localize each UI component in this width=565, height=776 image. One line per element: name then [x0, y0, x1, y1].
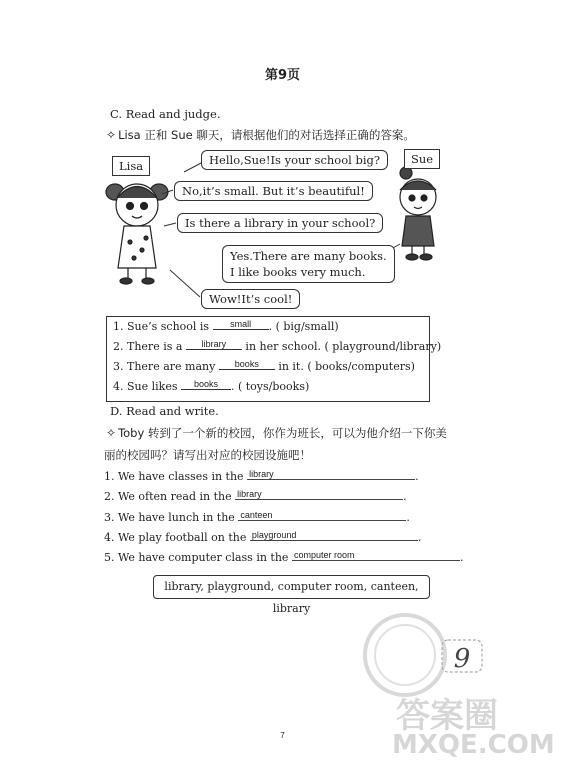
word-bank: library, playground, computer room, canteen, library	[153, 575, 430, 599]
answer-blank[interactable]: library	[247, 469, 415, 480]
speech-bubble-4-line-2: I like books very much.	[230, 265, 366, 279]
question-1	[113, 320, 339, 333]
question-3	[113, 360, 415, 373]
answer-blank[interactable]: library	[186, 339, 242, 350]
sentence-number: 1.	[104, 470, 115, 483]
speech-bubble-4	[222, 245, 395, 283]
lisa-name-label: Lisa	[112, 156, 150, 176]
star-icon: ✧	[106, 128, 117, 142]
watermark-logo-text: 答案圈	[396, 696, 498, 736]
watermark-seal-icon	[355, 610, 455, 700]
question-options: in it. ( books/computers)	[278, 360, 415, 373]
answer-blank[interactable]: playground	[250, 530, 418, 541]
page-title: 第9页	[264, 68, 301, 83]
lisa-character-icon	[106, 184, 168, 284]
speech-bubble-2: No,it’s small. But it’s beautiful!	[174, 181, 373, 201]
svg-text:9: 9	[453, 644, 471, 674]
question-4	[113, 380, 309, 393]
sue-character-icon	[400, 167, 436, 260]
answer-blank[interactable]: books	[181, 379, 231, 390]
sentence-end: .	[459, 551, 464, 564]
sentence-text: We have computer class in the	[118, 551, 289, 564]
question-text: Sue likes	[127, 380, 178, 393]
question-options: in her school. ( playground/library)	[245, 340, 442, 353]
question-2	[113, 340, 441, 353]
section-d-instruction-line-1: Toby 转到了一个新的校园，你作为班长，可以为他介绍一下你美	[118, 426, 447, 440]
sentence-number: 3.	[104, 511, 115, 524]
questions-box	[106, 316, 442, 402]
sentence-2	[104, 490, 407, 503]
question-text: There is a	[127, 340, 183, 353]
sentence-end: .	[417, 531, 422, 544]
speech-bubble-3: Is there a library in your school?	[177, 213, 383, 233]
sentence-number: 2.	[104, 490, 115, 503]
question-number: 4.	[113, 380, 124, 393]
section-d-heading: D. Read and write.	[110, 404, 219, 418]
answer-blank[interactable]: computer room	[292, 550, 460, 561]
sentence-1	[104, 470, 419, 483]
star-icon: ✧	[106, 426, 117, 440]
question-options: . ( toys/books)	[230, 380, 310, 393]
question-number: 2.	[113, 340, 124, 353]
section-c-heading: C. Read and judge.	[110, 107, 221, 121]
question-number: 3.	[113, 360, 124, 373]
section-c-instruction-text: Lisa 正和 Sue 聊天，请根据他们的对话选择正确的答案。	[118, 128, 415, 142]
sentence-5	[104, 551, 463, 564]
sentence-number: 4.	[104, 531, 115, 544]
sentence-end: .	[406, 511, 410, 524]
sentence-end: .	[415, 470, 419, 483]
sentence-text: We have lunch in the	[118, 511, 235, 524]
speech-bubble-1: Hello,Sue!Is your school big?	[201, 150, 388, 170]
sentence-number: 5.	[104, 551, 115, 564]
answer-blank[interactable]: books	[219, 359, 275, 370]
sue-name-label: Sue	[404, 149, 440, 169]
speech-bubble-4-line-1: Yes.There are many books.	[230, 249, 387, 263]
speech-bubble-5: Wow!It’s cool!	[201, 289, 300, 309]
section-c-instruction	[106, 127, 415, 143]
watermark-domain: MXQE.COM	[392, 730, 555, 760]
sentence-text: We have classes in the	[118, 470, 244, 483]
sentence-3	[104, 511, 410, 524]
sentence-text: We often read in the	[118, 490, 232, 503]
section-d-instruction-line-2: 丽的校园吗？请写出对应的校园设施吧！	[104, 448, 311, 462]
sentence-4	[104, 531, 421, 544]
answer-blank[interactable]: library	[235, 489, 403, 500]
section-d-instruction	[106, 425, 447, 441]
question-options: . ( big/small)	[268, 320, 339, 333]
question-text: Sue’s school is	[127, 320, 210, 333]
answer-blank[interactable]: small	[213, 319, 269, 330]
answer-blank[interactable]: canteen	[238, 510, 406, 521]
sentence-end: .	[403, 490, 407, 503]
question-number: 1.	[113, 320, 124, 333]
page-number: 7	[280, 731, 285, 740]
question-text: There are many	[127, 360, 216, 373]
sentence-text: We play football on the	[118, 531, 247, 544]
